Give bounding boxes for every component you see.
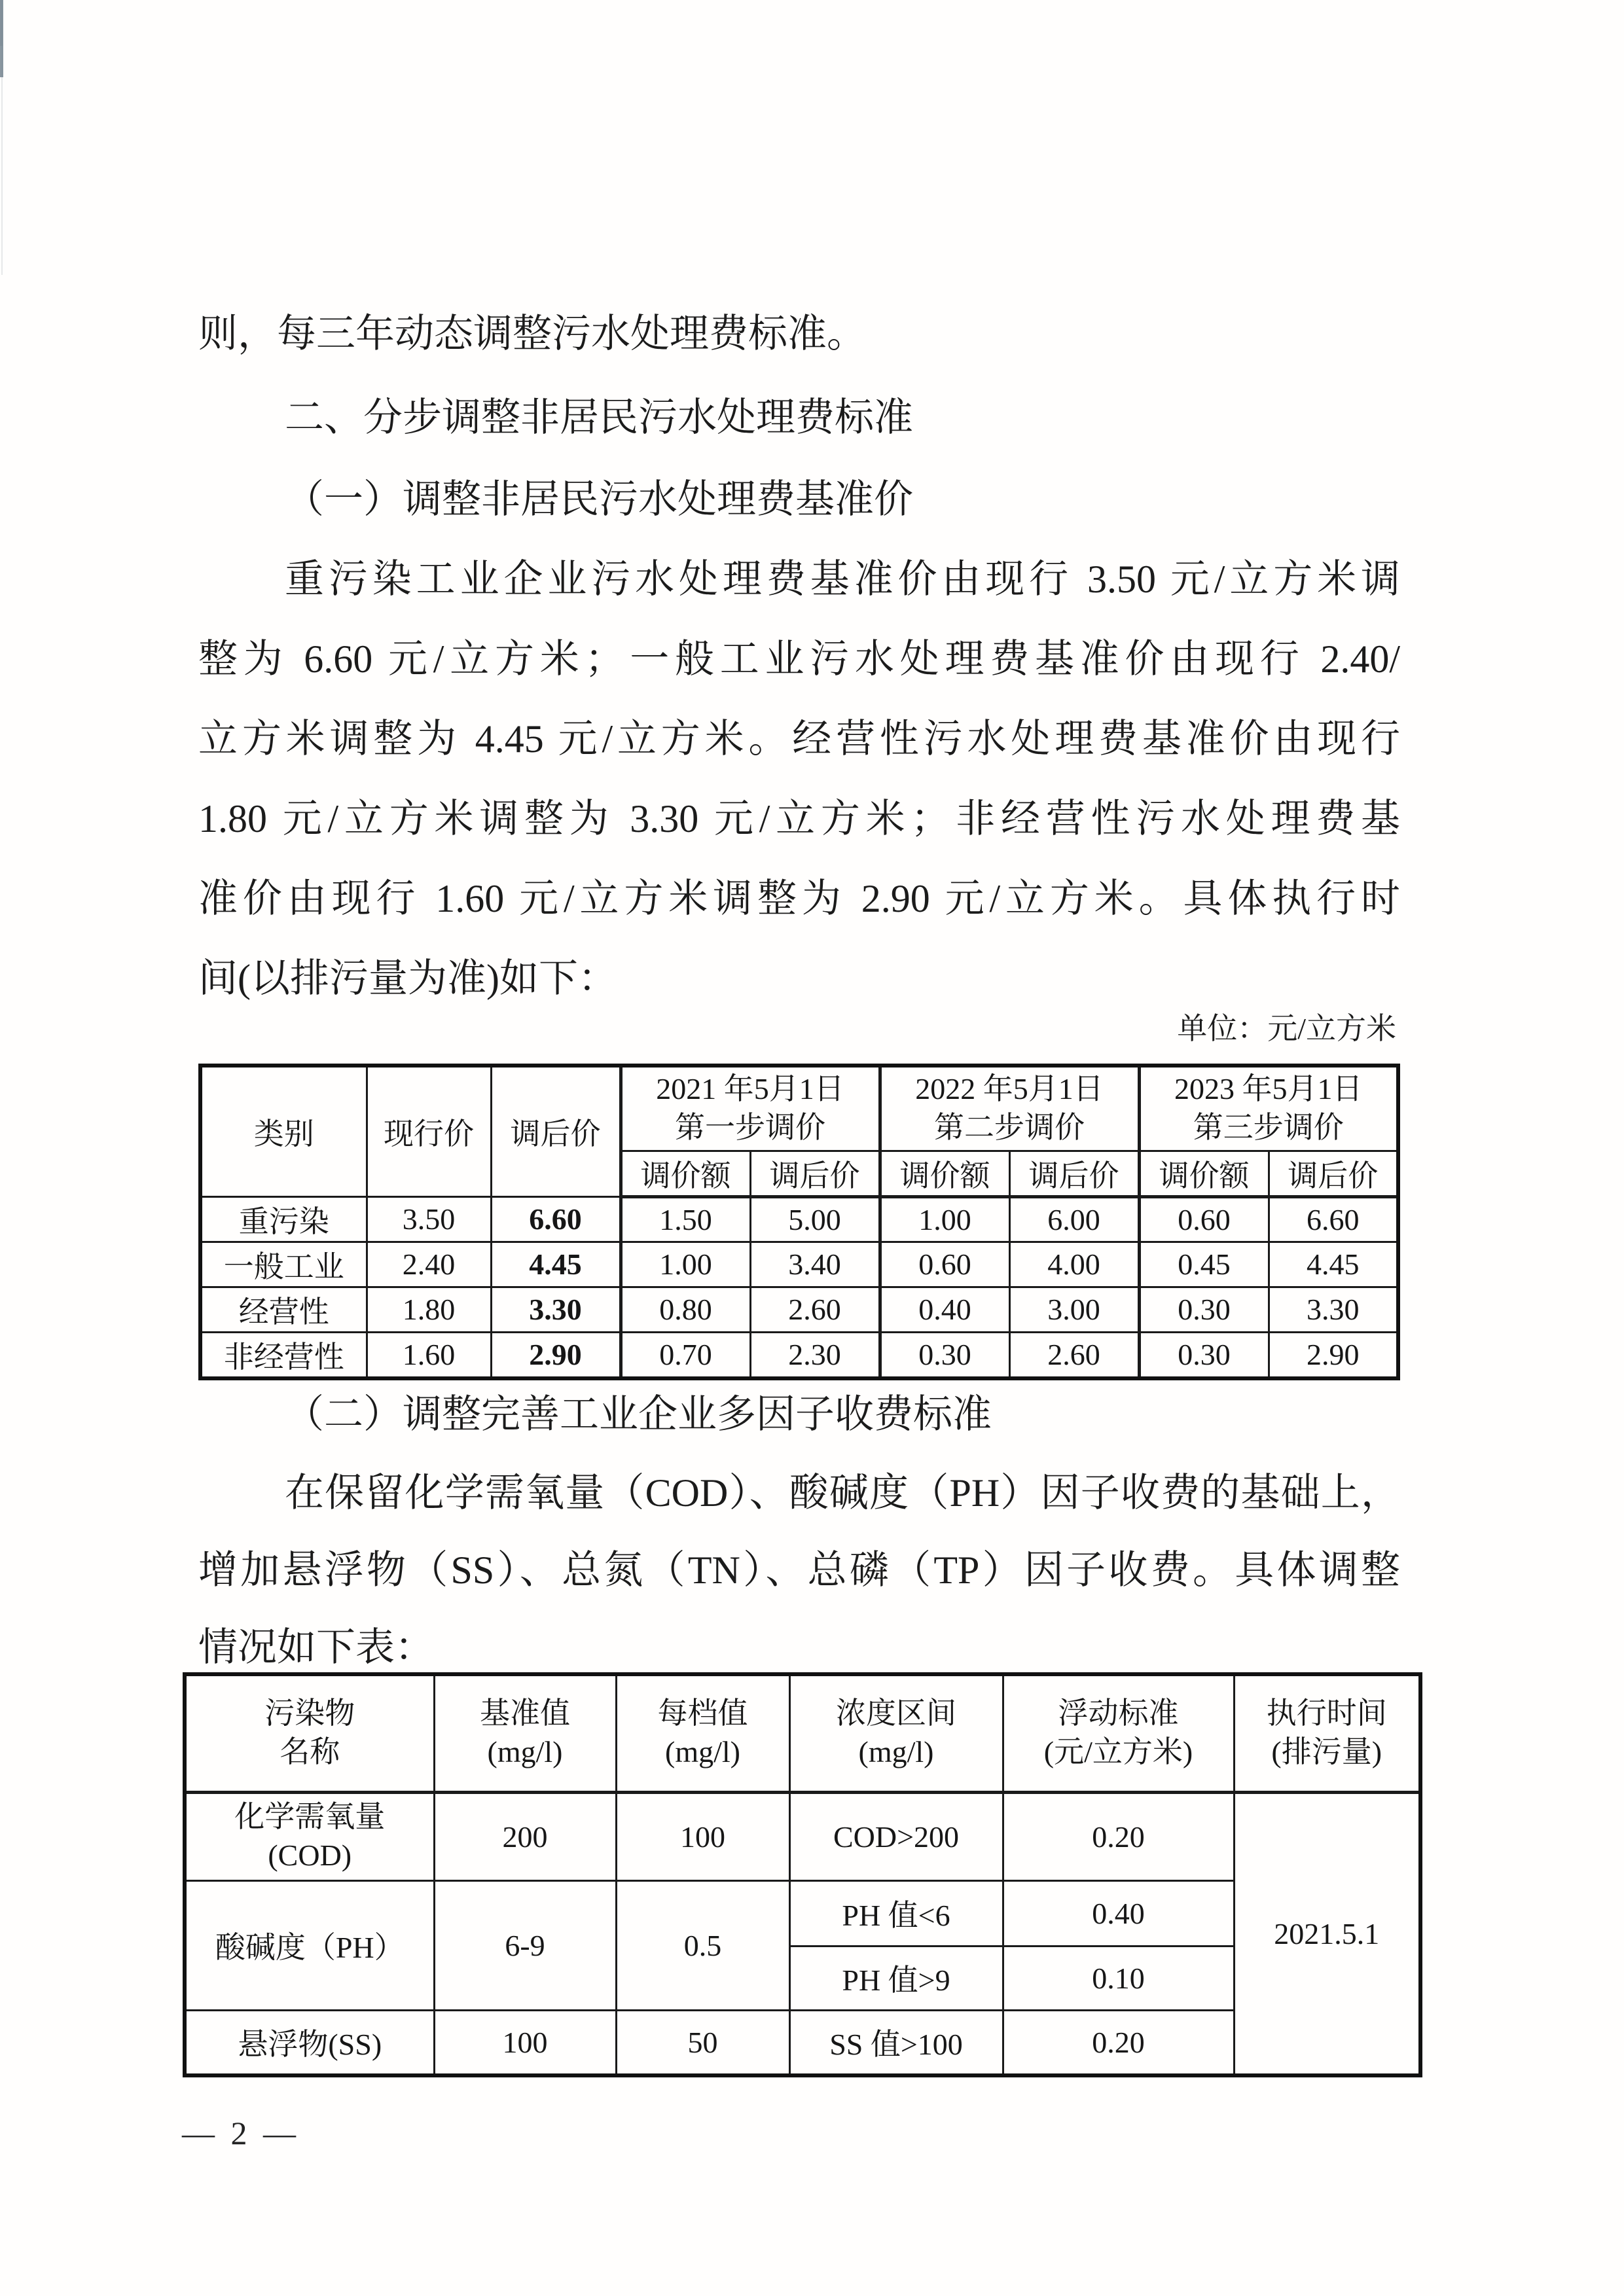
header-line: 每档值 (657, 1696, 748, 1731)
cell-step1-price: 5.00 (750, 1196, 880, 1242)
cell-step3-price: 2.90 (1269, 1332, 1398, 1378)
header-line: 污染物 (264, 1696, 355, 1731)
cell-base: 6-9 (434, 1880, 616, 2010)
cell-step2-price: 3.00 (1009, 1287, 1139, 1332)
cell-current: 1.60 (367, 1332, 491, 1378)
step2-date: 2022 年5月1日 (915, 1071, 1104, 1105)
cell-step2-amount: 0.30 (880, 1332, 1009, 1378)
subsection1-heading: （一）调整非居民污水处理费基准价 (285, 478, 913, 521)
cell-step: 50 (616, 2010, 789, 2075)
header-line: (mg/l) (665, 1735, 740, 1769)
table2-header-range (789, 1674, 1003, 1792)
cell-adjusted: 3.30 (491, 1287, 621, 1332)
cell-step1-price: 3.40 (750, 1242, 880, 1287)
header-line: (mg/l) (487, 1735, 563, 1769)
table1-subheader-amount: 调价额 (1139, 1151, 1269, 1196)
table2-header-time (1234, 1674, 1420, 1792)
cell-step3-amount: 0.30 (1139, 1287, 1269, 1332)
cell-range: PH 值<6 (789, 1880, 1003, 1946)
cell-step3-amount: 0.60 (1139, 1196, 1269, 1242)
table2-header-base (434, 1674, 616, 1792)
cell-step3-price: 3.30 (1269, 1287, 1398, 1332)
cell-base: 100 (434, 2010, 616, 2075)
row-category: 重污染 (200, 1196, 367, 1242)
row-category: 一般工业 (200, 1242, 367, 1287)
paragraph-line: 在保留化学需氧量（COD）、酸碱度（PH）因子收费的基础上， (285, 1471, 1400, 1515)
price-adjustment-table (198, 1064, 1400, 1380)
cell-adjusted: 4.45 (491, 1242, 621, 1287)
table2-header-pollutant (185, 1674, 434, 1792)
pollutant-name: (COD) (268, 1839, 352, 1872)
table-row (200, 1287, 1398, 1332)
cell-exec-time: 2021.5.1 (1234, 1792, 1420, 2075)
scan-artifact (1, 0, 3, 275)
section2-heading: 二、分步调整非居民污水处理费标准 (285, 396, 913, 439)
table1-subheader-price: 调后价 (1009, 1151, 1139, 1196)
table-row-cod (185, 1792, 1420, 1880)
row-category: 非经营性 (200, 1332, 367, 1378)
cell-step3-amount: 0.30 (1139, 1332, 1269, 1378)
cell-range: SS 值>100 (789, 2010, 1003, 2075)
header-line: (排污量) (1271, 1735, 1382, 1769)
cell-step1-price: 2.30 (750, 1332, 880, 1378)
table1-subheader-price: 调后价 (1269, 1151, 1398, 1196)
table1-header-step3-group (1139, 1066, 1398, 1151)
paragraph-line: 重污染工业企业污水处理费基准价由现行 3.50 元/立方米调 (285, 558, 1400, 601)
paragraph-line: 1.80 元/立方米调整为 3.30 元/立方米；非经营性污水处理费基 (198, 797, 1400, 840)
row-category: 经营性 (200, 1287, 367, 1332)
cell-float: 0.20 (1003, 1792, 1234, 1880)
cell-step2-amount: 0.40 (880, 1287, 1009, 1332)
table2-header-float (1003, 1674, 1234, 1792)
cell-step: 100 (616, 1792, 789, 1880)
cell-step1-amount: 1.50 (621, 1196, 750, 1242)
cell-pollutant-cod (185, 1792, 434, 1880)
header-line: 基准值 (480, 1696, 570, 1731)
header-line: (元/立方米) (1043, 1735, 1193, 1769)
cell-step2-amount: 1.00 (880, 1196, 1009, 1242)
table1-header-step1-group (621, 1066, 880, 1151)
multi-factor-fee-table (183, 1672, 1422, 2077)
header-line: 执行时间 (1266, 1696, 1387, 1731)
table1-header-current: 现行价 (367, 1066, 491, 1196)
cell-current: 3.50 (367, 1196, 491, 1242)
cell-step2-price: 4.00 (1009, 1242, 1139, 1287)
table2-header-step (616, 1674, 789, 1792)
cell-step1-amount: 0.70 (621, 1332, 750, 1378)
cell-step3-amount: 0.45 (1139, 1242, 1269, 1287)
step2-label: 第二步调价 (934, 1110, 1085, 1144)
cell-step3-price: 6.60 (1269, 1196, 1398, 1242)
cell-adjusted: 2.90 (491, 1332, 621, 1378)
cell-float: 0.10 (1003, 1946, 1234, 2010)
paragraph-line: 情况如下表： (198, 1626, 434, 1669)
table-row (200, 1196, 1398, 1242)
cell-current: 2.40 (367, 1242, 491, 1287)
table-row (200, 1332, 1398, 1378)
paragraph-line: 增加悬浮物（SS）、总氮（TN）、总磷（TP）因子收费。具体调整 (198, 1549, 1400, 1592)
cell-step1-amount: 0.80 (621, 1287, 750, 1332)
cell-step: 0.5 (616, 1880, 789, 2010)
cell-base: 200 (434, 1792, 616, 1880)
cell-range: PH 值>9 (789, 1946, 1003, 2010)
cell-current: 1.80 (367, 1287, 491, 1332)
table1-header-adjusted: 调后价 (491, 1066, 621, 1196)
paragraph-multi-factor (198, 1454, 1400, 1686)
page-number: — 2 — (182, 2115, 300, 2151)
cell-pollutant-ph: 酸碱度（PH） (185, 1880, 434, 2010)
cell-step2-amount: 0.60 (880, 1242, 1009, 1287)
table1-subheader-amount: 调价额 (621, 1151, 750, 1196)
unit-note: 单位：元/立方米 (1177, 1012, 1396, 1045)
cell-step1-amount: 1.00 (621, 1242, 750, 1287)
step1-label: 第一步调价 (675, 1110, 825, 1144)
paragraph-line: 立方米调整为 4.45 元/立方米。经营性污水处理费基准价由现行 (198, 717, 1400, 761)
header-line: 名称 (280, 1735, 340, 1769)
table-row (200, 1242, 1398, 1287)
cell-pollutant-ss: 悬浮物(SS) (185, 2010, 434, 2075)
table1-subheader-amount: 调价额 (880, 1151, 1009, 1196)
step3-date: 2023 年5月1日 (1174, 1071, 1363, 1105)
cell-float: 0.40 (1003, 1880, 1234, 1946)
cell-range: COD>200 (789, 1792, 1003, 1880)
table1-header-step2-group (880, 1066, 1139, 1151)
cell-float: 0.20 (1003, 2010, 1234, 2075)
cell-step2-price: 2.60 (1009, 1332, 1139, 1378)
table1-subheader-price: 调后价 (750, 1151, 880, 1196)
step3-label: 第三步调价 (1193, 1110, 1344, 1144)
step1-date: 2021 年5月1日 (656, 1071, 844, 1105)
subsection2-heading: （二）调整完善工业企业多因子收费标准 (285, 1393, 992, 1436)
pollutant-name: 化学需氧量 (234, 1800, 386, 1834)
paragraph-line: 整为 6.60 元/立方米；一般工业污水处理费基准价由现行 2.40/ (198, 637, 1400, 681)
header-line: 浓度区间 (836, 1696, 956, 1731)
cell-step2-price: 6.00 (1009, 1196, 1139, 1242)
paragraph-line: 准价由现行 1.60 元/立方米调整为 2.90 元/立方米。具体执行时 (198, 877, 1400, 920)
paragraph-base-price (198, 539, 1400, 1018)
intro-line: 则，每三年动态调整污水处理费标准。 (198, 312, 866, 355)
cell-adjusted: 6.60 (491, 1196, 621, 1242)
paragraph-line: 间(以排污量为准)如下： (198, 957, 617, 1000)
cell-step3-price: 4.45 (1269, 1242, 1398, 1287)
header-line: (mg/l) (858, 1735, 934, 1769)
cell-step1-price: 2.60 (750, 1287, 880, 1332)
table1-header-category: 类别 (200, 1066, 367, 1196)
header-line: 浮动标准 (1058, 1696, 1179, 1731)
